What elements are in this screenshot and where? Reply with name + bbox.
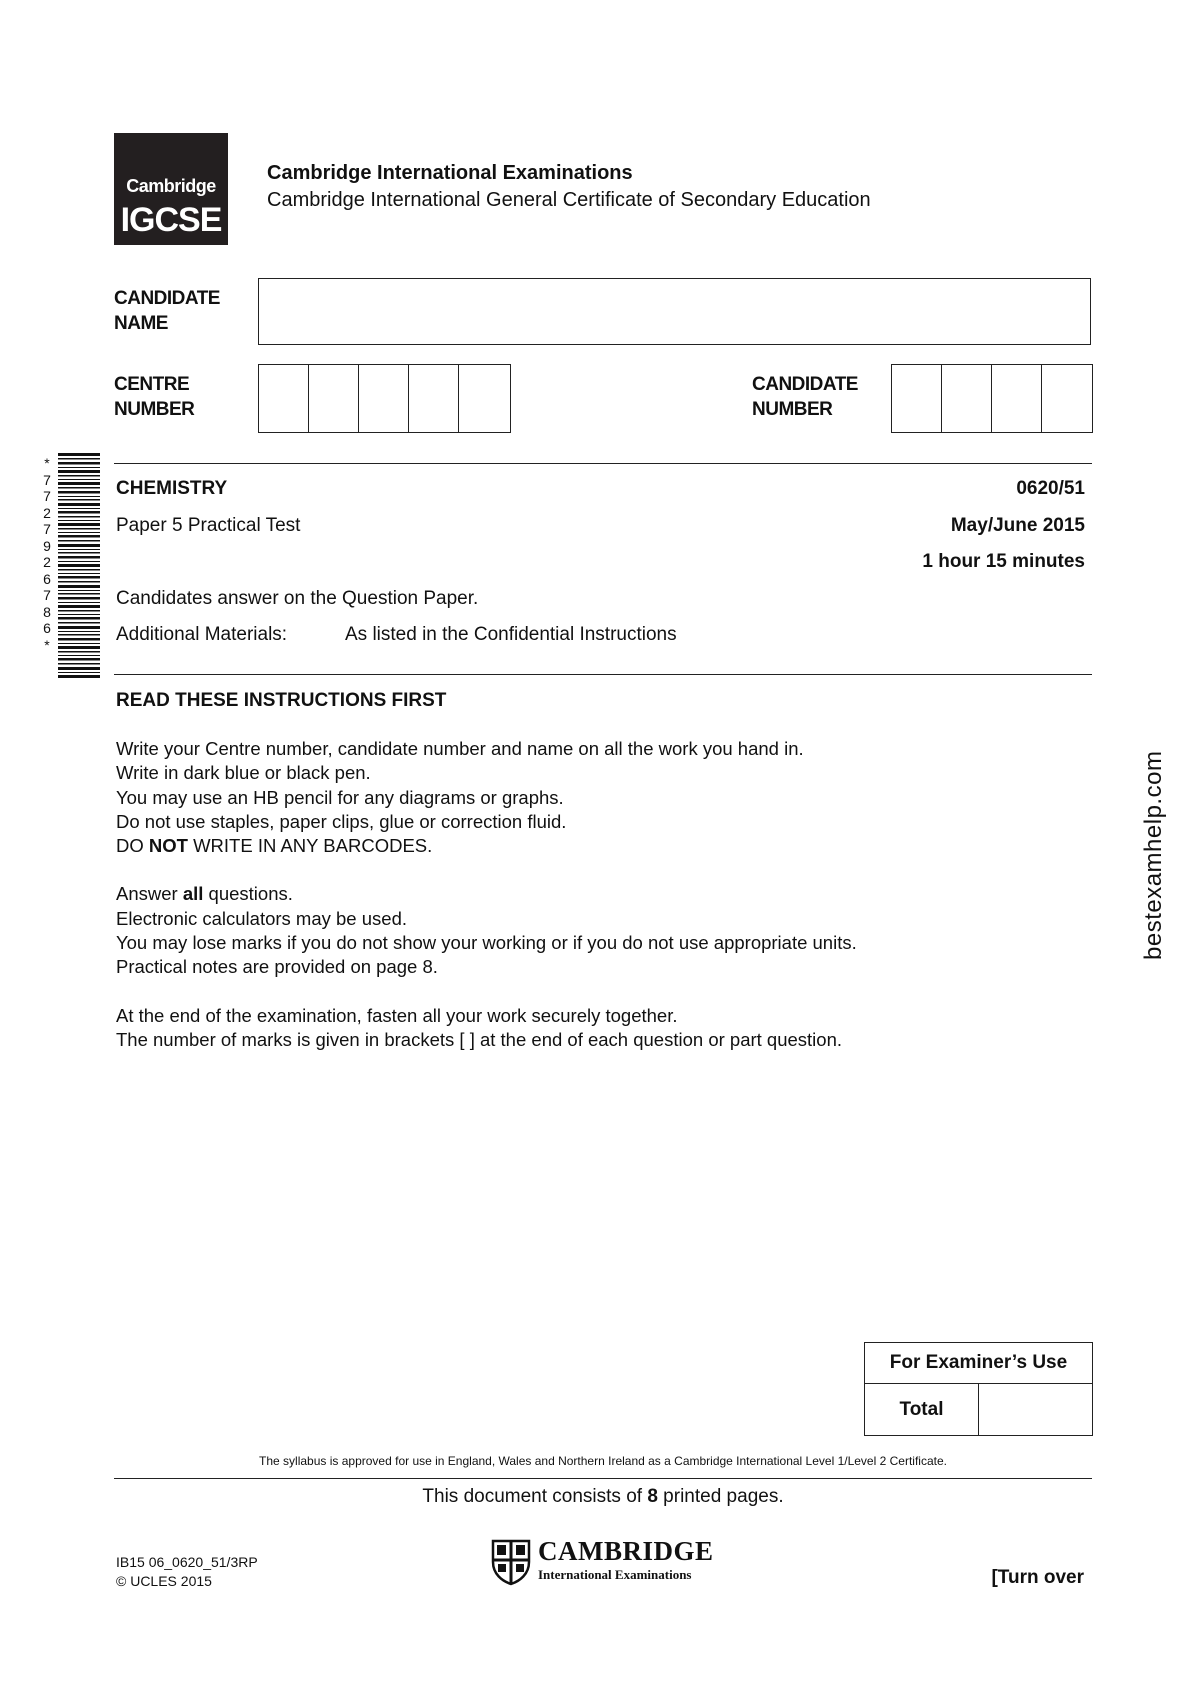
- board-subtitle: Cambridge International General Certificate of Secondary Education: [267, 189, 871, 211]
- total-score-field[interactable]: [979, 1384, 1092, 1435]
- instruction-text: DO: [116, 835, 149, 857]
- cambridge-igcse-logo: [114, 133, 228, 245]
- cambridge-international-logo: [490, 1536, 730, 1588]
- barcode-digit: *: [44, 455, 50, 471]
- answer-note: Candidates answer on the Question Paper.: [116, 588, 479, 609]
- instructions-heading: READ THESE INSTRUCTIONS FIRST: [116, 690, 447, 711]
- instruction-text: questions.: [203, 883, 293, 905]
- barcode-digit: 9: [43, 537, 51, 554]
- examiner-use-table: [864, 1342, 1093, 1436]
- materials-label: Additional Materials:: [116, 624, 288, 645]
- barcode-digits: [40, 455, 54, 653]
- board-title: Cambridge International Examinations: [267, 162, 633, 184]
- logo-line-cambridge: Cambridge: [126, 176, 216, 196]
- page-count-text: This document consists of: [422, 1486, 648, 1507]
- centre-number-label: [114, 372, 194, 422]
- centre-number-digit-box[interactable]: [359, 365, 409, 432]
- centre-number-label-line2: NUMBER: [114, 399, 195, 420]
- examiner-use-heading: For Examiner’s Use: [865, 1343, 1092, 1384]
- centre-number-digit-box[interactable]: [259, 365, 309, 432]
- instruction-text: Answer: [116, 883, 183, 905]
- barcode-digit: 2: [43, 504, 51, 521]
- total-label: Total: [865, 1384, 979, 1435]
- centre-number-boxes: [258, 364, 511, 433]
- divider-middle: [114, 674, 1092, 675]
- candidate-name-label-line2: NAME: [114, 313, 168, 334]
- document-code: IB15 06_0620_51/3RP: [116, 1554, 258, 1570]
- barcode-digit: 7: [43, 521, 51, 537]
- instruction-line: The number of marks is given in brackets [ ] at the end of each question or part question.: [116, 1028, 843, 1050]
- paper-title: Paper 5 Practical Test: [116, 515, 301, 536]
- candidate-name-field[interactable]: [258, 278, 1091, 345]
- barcode-digit: 6: [43, 620, 51, 636]
- barcode-digit: 7: [43, 488, 51, 504]
- instruction-line: Do not use staples, paper clips, glue or correction fluid.: [116, 810, 567, 832]
- candidate-number-boxes: [891, 364, 1093, 433]
- turn-over: [Turn over: [991, 1567, 1084, 1588]
- candidate-number-digit-box[interactable]: [992, 365, 1042, 432]
- barcode-digit: 7: [43, 587, 51, 603]
- candidate-number-digit-box[interactable]: [942, 365, 992, 432]
- instruction-line: Write your Centre number, candidate number and name on all the work you hand in.: [116, 738, 804, 759]
- centre-number-digit-box[interactable]: [409, 365, 459, 432]
- candidate-number-label-line2: NUMBER: [752, 399, 833, 420]
- divider-bottom: [114, 1478, 1092, 1479]
- paper-code: 0620/51: [1016, 478, 1085, 499]
- watermark-url: bestexamhelp.com: [1140, 750, 1167, 960]
- barcode-digit: 7: [43, 471, 51, 488]
- syllabus-note: The syllabus is approved for use in England, Wales and Northern Ireland as a Cambridge International Level 1/Level 2 Certificate.: [259, 1454, 947, 1468]
- copyright: © UCLES 2015: [116, 1573, 212, 1589]
- centre-number-digit-box[interactable]: [309, 365, 359, 432]
- candidate-name-label: [114, 286, 220, 336]
- instruction-line: At the end of the examination, fasten all your work securely together.: [116, 1004, 678, 1026]
- barcode-digit: 8: [43, 603, 51, 620]
- instruction-line: You may lose marks if you do not show your working or if you do not use appropriate units.: [116, 932, 857, 954]
- exam-session: May/June 2015: [950, 515, 1085, 536]
- materials-value: As listed in the Confidential Instructions: [345, 624, 677, 645]
- centre-number-digit-box[interactable]: [459, 365, 509, 432]
- instructions-body: [116, 737, 1076, 1052]
- instruction-line-answer: [116, 882, 1076, 906]
- instruction-emphasis: all: [182, 883, 204, 905]
- cie-logo-word: CAMBRIDGE: [538, 1536, 714, 1566]
- page-count-number: 8: [647, 1486, 658, 1507]
- page-count-note: [114, 1486, 1092, 1508]
- centre-number-label-line1: CENTRE: [114, 374, 190, 395]
- document-code-block: [116, 1553, 258, 1591]
- barcode-digit: 6: [43, 570, 51, 587]
- candidate-number-digit-box[interactable]: [892, 365, 942, 432]
- page-count-text: printed pages.: [657, 1486, 784, 1507]
- crest-icon: [490, 1538, 532, 1586]
- barcode-digit: 2: [43, 554, 51, 570]
- candidate-number-label: [752, 372, 858, 422]
- candidate-name-label-line1: CANDIDATE: [114, 288, 220, 309]
- barcode-graphic: [58, 453, 100, 679]
- instruction-line-barcodes: [116, 834, 1076, 858]
- candidate-number-digit-box[interactable]: [1042, 365, 1092, 432]
- instruction-line: Practical notes are provided on page 8.: [116, 956, 438, 978]
- instruction-text: WRITE IN ANY BARCODES.: [187, 835, 433, 857]
- exam-duration: 1 hour 15 minutes: [922, 551, 1085, 572]
- instruction-line: Write in dark blue or black pen.: [116, 762, 371, 784]
- instruction-line: You may use an HB pencil for any diagrams or graphs.: [116, 786, 564, 808]
- logo-line-igcse: IGCSE: [120, 201, 222, 239]
- instruction-line: Electronic calculators may be used.: [116, 907, 407, 929]
- instruction-emphasis: NOT: [148, 835, 188, 857]
- divider-top: [114, 463, 1092, 464]
- subject-name: CHEMISTRY: [116, 478, 228, 499]
- candidate-number-label-line1: CANDIDATE: [752, 374, 858, 395]
- barcode-digit: *: [44, 636, 50, 653]
- cie-logo-subtitle: International Examinations: [538, 1567, 692, 1582]
